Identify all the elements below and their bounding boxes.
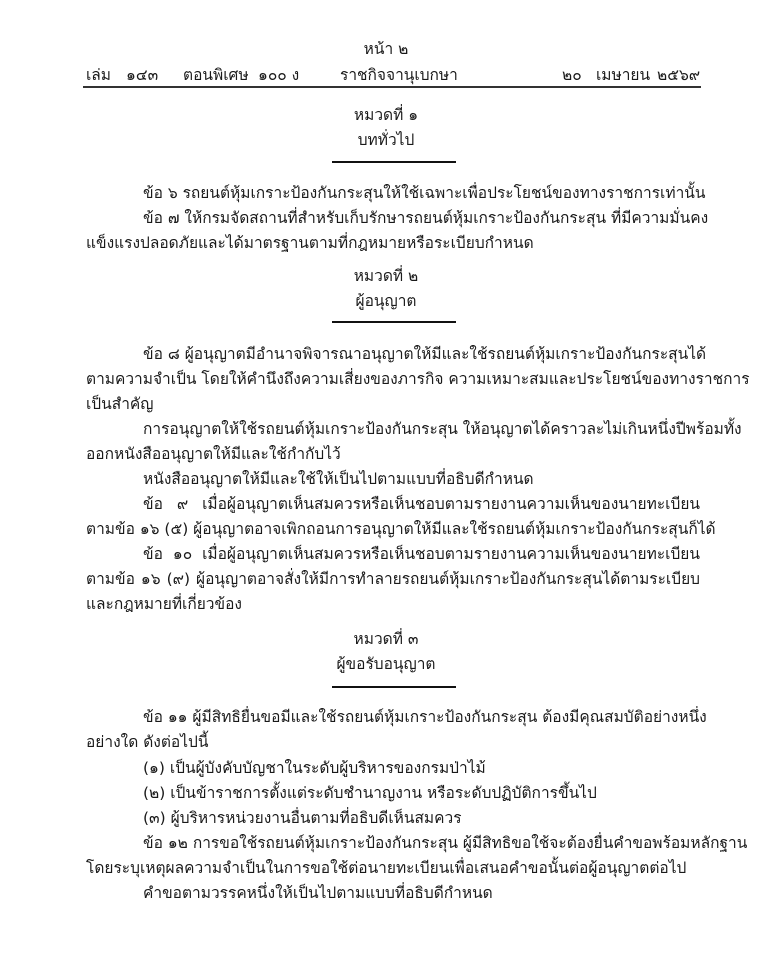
chapter-3-separator	[332, 686, 456, 688]
clause-8-line-3: เป็นสำคัญ	[86, 395, 154, 413]
clause-8-line-1: ข้อ ๘ ผู้อนุญาตมีอำนาจพิจารณาอนุญาตให้มีและใช้รถยนต์หุ้มเกราะป้องกันกระสุนได้	[143, 345, 707, 363]
clause-11-item-3: (๓) ผู้บริหารหน่วยงานอื่นตามที่อธิบดีเห็นสมควร	[143, 809, 462, 827]
chapter-1-separator	[332, 161, 456, 163]
clause-7-line-1: ข้อ ๗ ให้กรมจัดสถานที่สำหรับเก็บรักษารถยนต์หุ้มเกราะป้องกันกระสุน ที่มีความมั่นคง	[143, 209, 709, 227]
chapter-3-title: หมวดที่ ๓	[353, 630, 419, 648]
clause-8-line-2: ตามความจำเป็น โดยให้คำนึงถึงความเสี่ยงของภารกิจ ความเหมาะสมและประโยชน์ของทางราชการ	[86, 370, 750, 388]
clause-6: ข้อ ๖ รถยนต์หุ้มเกราะป้องกันกระสุนให้ใช้เฉพาะเพื่อประโยชน์ของทางราชการเท่านั้น	[143, 184, 706, 202]
clause-11-line-1: ข้อ ๑๑ ผู้มีสิทธิยื่นขอมีและใช้รถยนต์หุ้มเกราะป้องกันกระสุน ต้องมีคุณสมบัติอย่างหนึ่ง	[143, 708, 707, 726]
clause-10-line-2: ตามข้อ ๑๖ (๙) ผู้อนุญาตอาจสั่งให้มีการทำลายรถยนต์หุ้มเกราะป้องกันกระสุนได้ตามระเบียบ	[86, 570, 700, 588]
clause-12-para-2: คำขอตามวรรคหนึ่งให้เป็นไปตามแบบที่อธิบดีกำหนด	[143, 884, 493, 902]
clause-11-item-2: (๒) เป็นข้าราชการตั้งแต่ระดับชำนาญงาน หรือระดับปฏิบัติการขึ้นไป	[143, 784, 597, 802]
clause-9-line-2: ตามข้อ ๑๖ (๕) ผู้อนุญาตอาจเพิกถอนการอนุญาตให้มีและใช้รถยนต์หุ้มเกราะป้องกันกระสุนก็ได้	[86, 520, 716, 538]
gazette-name: ราชกิจจานุเบกษา	[340, 66, 458, 84]
date-day: ๒๐	[562, 66, 582, 84]
clause-9-line-1: ข้อ ๙ เมื่อผู้อนุญาตเห็นสมควรหรือเห็นชอบตามรายงานความเห็นของนายทะเบียน	[143, 495, 700, 513]
header-rule	[83, 86, 701, 88]
section-number: ๑๐๐ ง	[258, 66, 300, 84]
clause-8-para-2-line-1: การอนุญาตให้ใช้รถยนต์หุ้มเกราะป้องกันกระสุน ให้อนุญาตได้คราวละไม่เกินหนึ่งปีพร้อมทั้ง	[143, 420, 742, 438]
clause-10-line-3: และกฎหมายที่เกี่ยวข้อง	[86, 595, 242, 613]
chapter-3-subtitle: ผู้ขอรับอนุญาต	[336, 655, 436, 673]
volume-label: เล่ม	[86, 66, 112, 84]
clause-11-item-1: (๑) เป็นผู้บังคับบัญชาในระดับผู้บริหารของกรมป่าไม้	[143, 759, 486, 777]
date-year: ๒๕๖๙	[657, 66, 701, 84]
chapter-2-subtitle: ผู้อนุญาต	[355, 292, 417, 310]
volume-number: ๑๔๓	[126, 66, 159, 84]
date-month: เมษายน	[596, 66, 651, 84]
page-number: หน้า ๒	[363, 40, 409, 58]
section-label: ตอนพิเศษ	[183, 66, 249, 84]
clause-8-para-3: หนังสืออนุญาตให้มีและใช้ให้เป็นไปตามแบบที่อธิบดีกำหนด	[143, 470, 534, 488]
clause-12-line-1: ข้อ ๑๒ การขอใช้รถยนต์หุ้มเกราะป้องกันกระสุน ผู้มีสิทธิขอใช้จะต้องยื่นคำขอพร้อมหลักฐาน	[143, 834, 748, 852]
chapter-1-title: หมวดที่ ๑	[353, 106, 419, 124]
clause-10-line-1: ข้อ ๑๐ เมื่อผู้อนุญาตเห็นสมควรหรือเห็นชอบตามรายงานความเห็นของนายทะเบียน	[143, 545, 700, 563]
clause-7-line-2: แข็งแรงปลอดภัยและได้มาตรฐานตามที่กฎหมายหรือระเบียบกำหนด	[86, 234, 534, 252]
chapter-1-subtitle: บททั่วไป	[357, 131, 415, 149]
clause-8-para-2-line-2: ออกหนังสืออนุญาตให้มีและใช้กำกับไว้	[86, 445, 341, 463]
chapter-2-title: หมวดที่ ๒	[353, 267, 419, 285]
chapter-2-separator	[332, 321, 456, 323]
clause-11-line-2: อย่างใด ดังต่อไปนี้	[86, 733, 209, 751]
clause-12-line-2: โดยระบุเหตุผลความจำเป็นในการขอใช้ต่อนายทะเบียนเพื่อเสนอคำขอนั้นต่อผู้อนุญาตต่อไป	[86, 859, 687, 877]
